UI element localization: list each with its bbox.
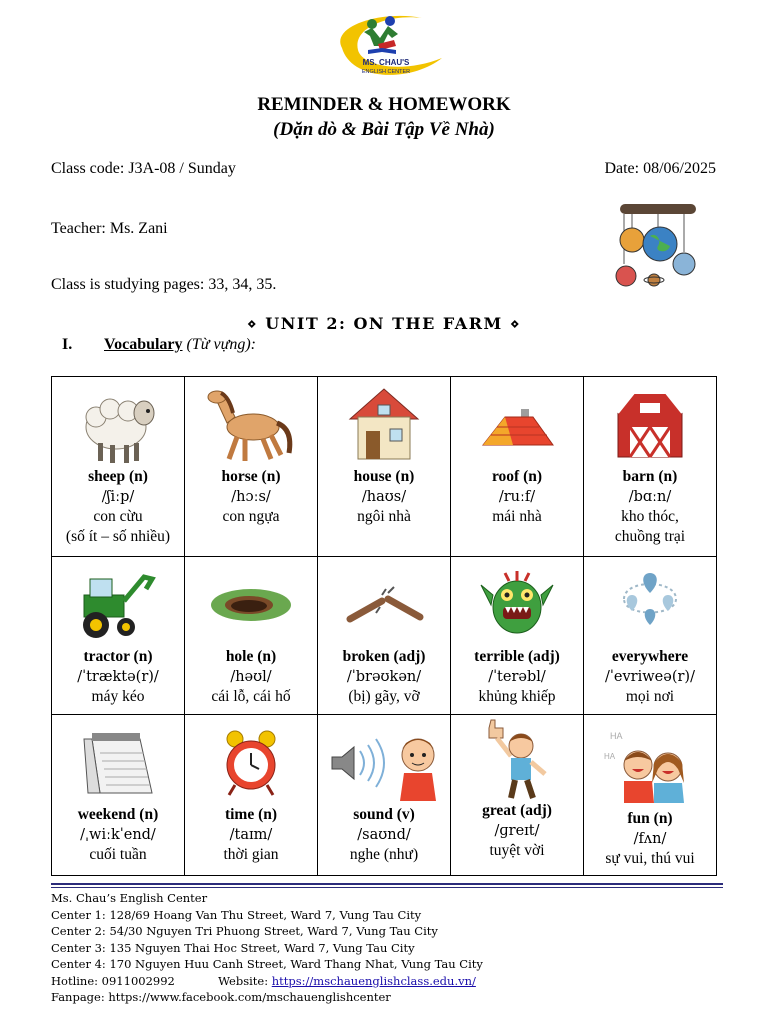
vocab-meaning: cuối tuần: [89, 846, 147, 863]
vocab-word: sheep (n): [88, 468, 148, 485]
website-link[interactable]: https://mschauenglishclass.edu.vn/: [271, 973, 476, 988]
vocab-cell: [52, 377, 185, 557]
vocab-cell: [185, 715, 318, 876]
vocab-word: tractor (n): [83, 648, 153, 665]
thumbs-up-boy-icon: [477, 716, 557, 802]
vocab-meaning: nghe (như): [349, 846, 419, 863]
vocab-word: roof (n): [491, 468, 543, 485]
vocab-meaning: khủng khiếp: [478, 688, 556, 705]
vocab-word: weekend (n): [77, 806, 159, 823]
horse-icon: [205, 383, 297, 467]
vocab-extra: (số ít – số nhiều): [65, 528, 171, 545]
vocab-meaning: mái nhà: [492, 508, 542, 525]
vocab-cell: [52, 557, 185, 715]
vocab-ipa: /haʊs/: [361, 489, 407, 505]
barn-icon: [612, 383, 688, 467]
vocab-cell: [185, 377, 318, 557]
vocab-ipa: /hɔːs/: [231, 489, 271, 505]
vocab-cell: [318, 715, 451, 876]
vocab-ipa: /ʃiːp/: [101, 489, 135, 505]
vocab-meaning: kho thóc,: [621, 508, 679, 525]
vocab-word: great (adj): [482, 802, 552, 819]
footer-center-2: Center 2: 54/30 Nguyen Tri Phuong Street, Ward 7, Vung Tau City: [51, 924, 438, 938]
footer-hotline: Hotline: 0911002992: [51, 973, 175, 988]
pages-studied: Class is studying pages: 33, 34, 35.: [51, 276, 277, 293]
vocab-word: house (n): [353, 468, 415, 485]
broken-stick-icon: [342, 565, 426, 645]
vocab-ipa: /taɪm/: [229, 827, 273, 843]
tractor-icon: [76, 565, 160, 645]
vocab-cell: [318, 557, 451, 715]
vocab-cell: [451, 377, 584, 557]
sheep-icon: [76, 383, 160, 467]
unit-title: ⋄ UNIT 2: ON THE FARM ⋄: [246, 314, 522, 333]
vocab-meaning: mọi nơi: [625, 688, 675, 705]
vocab-ipa: /ˈtræktə(r)/: [77, 669, 159, 685]
svg-text:ENGLISH CENTER: ENGLISH CENTER: [361, 69, 411, 75]
vocab-ipa: /saʊnd/: [357, 827, 411, 843]
vocab-ipa: /ˈterəbl/: [488, 669, 546, 685]
vocab-meaning: con cừu: [93, 508, 143, 525]
footer-center-3: Center 3: 135 Nguyen Thai Hoc Street, Ward 7, Vung Tau City: [51, 940, 415, 955]
vocab-ipa: /həʊl/: [230, 669, 272, 685]
vocab-word: barn (n): [622, 468, 678, 485]
vocab-ipa: /ɡreɪt/: [494, 823, 540, 839]
footer-divider-thin: [51, 887, 723, 888]
date: Date: 08/06/2025: [604, 160, 716, 177]
vocab-meaning: sự vui, thú vui: [605, 850, 695, 867]
vocab-cell: [584, 377, 717, 557]
vocab-word: everywhere: [611, 648, 689, 665]
vocab-word: terrible (adj): [474, 648, 560, 665]
vocab-word: broken (adj): [342, 648, 426, 665]
house-icon: [346, 383, 422, 467]
vocab-ipa: /ˌwiːkˈend/: [80, 827, 156, 843]
vocabulary-table: [51, 376, 717, 876]
vocab-ipa: /ruːf/: [498, 489, 536, 505]
page-title: REMINDER & HOMEWORK: [257, 94, 511, 115]
table-row: [52, 377, 717, 557]
monster-icon: [477, 565, 557, 645]
section-heading: [62, 336, 256, 354]
vocab-ipa: /ˈbrəʊkən/: [346, 669, 422, 685]
section-number: I.: [62, 336, 73, 353]
footer: [51, 890, 483, 1006]
class-code: Class code: J3A-08 / Sunday: [51, 160, 236, 177]
map-pins-icon: [610, 565, 690, 645]
speaker-boy-icon: [328, 723, 440, 803]
center-logo: [322, 8, 450, 86]
vocab-meaning: tuyệt vời: [489, 842, 545, 859]
hole-icon: [209, 565, 293, 645]
vocab-meaning: máy kéo: [91, 688, 145, 705]
vocab-extra: chuồng trại: [614, 528, 686, 545]
footer-divider: [51, 883, 723, 885]
table-row: [52, 715, 717, 876]
footer-center-1: Center 1: 128/69 Hoang Van Thu Street, Ward 7, Vung Tau City: [51, 907, 422, 922]
vocab-meaning: con ngựa: [222, 508, 280, 525]
vocab-meaning: cái lỗ, cái hố: [211, 688, 291, 705]
footer-fanpage: Fanpage: https://www.facebook.com/mschauenglishcenter: [51, 990, 391, 1004]
page-subtitle: (Dặn dò & Bài Tập Về Nhà): [273, 119, 495, 140]
vocab-meaning: thời gian: [223, 846, 279, 863]
footer-website-label: Website:: [218, 973, 269, 988]
vocab-cell: [451, 715, 584, 876]
vocab-cell: [584, 715, 717, 876]
calendar-icon: [78, 723, 158, 803]
footer-center-4: Center 4: 170 Nguyen Huu Canh Street, Ward Thang Nhat, Vung Tau City: [51, 957, 483, 971]
planets-mobile-icon: [612, 200, 704, 296]
svg-text:HA: HA: [610, 731, 623, 741]
footer-contact: [51, 973, 483, 990]
vocab-meaning: (bị) gãy, vỡ: [348, 688, 420, 705]
section-title: Vocabulary: [104, 336, 183, 353]
svg-text:MS. CHAU'S: MS. CHAU'S: [362, 58, 410, 67]
vocab-cell: [451, 557, 584, 715]
roof-icon: [477, 383, 557, 467]
vocab-word: time (n): [224, 806, 278, 823]
alarm-clock-icon: [211, 723, 291, 803]
section-note: (Từ vựng):: [186, 336, 256, 353]
svg-text:HA: HA: [604, 752, 616, 761]
vocab-word: fun (n): [627, 810, 673, 827]
table-row: [52, 557, 717, 715]
vocab-word: sound (v): [353, 806, 415, 823]
vocab-cell: [52, 715, 185, 876]
vocab-ipa: /bɑːn/: [628, 489, 672, 505]
vocab-ipa: /ˈevriweə(r)/: [605, 669, 695, 685]
vocab-word: hole (n): [225, 648, 277, 665]
vocab-ipa: /fʌn/: [633, 831, 667, 847]
teacher: Teacher: Ms. Zani: [51, 220, 168, 237]
footer-center-name: Ms. Chau’s English Center: [51, 891, 208, 905]
vocab-meaning: ngôi nhà: [357, 508, 411, 525]
vocab-cell: [185, 557, 318, 715]
vocab-cell: [318, 377, 451, 557]
vocab-cell: [584, 557, 717, 715]
laughing-kids-icon: [602, 725, 698, 809]
vocab-word: horse (n): [221, 468, 281, 485]
